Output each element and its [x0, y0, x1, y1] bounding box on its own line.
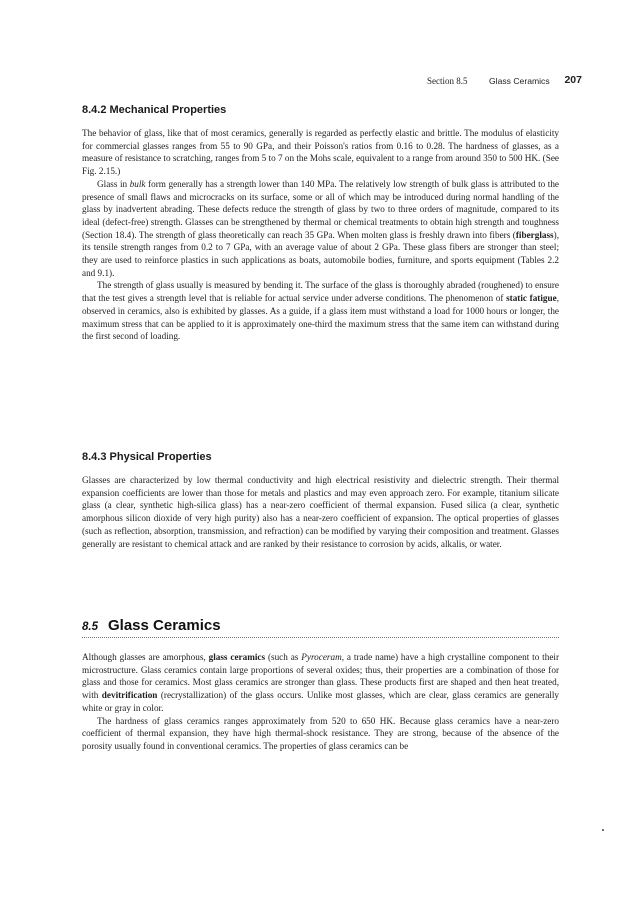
- section-number: 8.5: [82, 621, 98, 633]
- heading-rule: [82, 637, 559, 638]
- heading-glass-ceramics: [82, 617, 559, 634]
- text-run: form generally has a strength lower than 140 MPa. The relatively low strength of bulk glass is attributed to the presence of small flaws and microcracks on its surface, some or all of which may be introduced during normal handling of the glass by inadvertent abrading. These defects reduce the strength of glass by two to three orders of magnitude, compared to its ideal (defect-free) strength. Glasses can be strengthened by thermal or chemical treatments to obtain high strength and toughness (Section 18.4). The strength of glass theoretically can reach 35 GPa. When molten glass is freshly drawn into fibers (: [82, 178, 560, 240]
- paragraph: [82, 279, 559, 343]
- section-8-5-body: [82, 651, 559, 753]
- text-run: Glass in: [97, 178, 130, 189]
- heading-physical-properties: 8.4.3 Physical Properties: [82, 451, 212, 463]
- text-run: ), its tensile strength ranges from 0.2 to 7 GPa, with an average value of about 2 GPa. These glass fibers are stronger than steel; they are used to reinforce plastics in such applications as boats, automobile bodies, furniture, and sports equipment (Tables 2.2 and 9.1).: [82, 229, 559, 278]
- paragraph: [82, 178, 559, 280]
- text-run: (such as: [265, 652, 302, 662]
- heading-mechanical-properties: 8.4.2 Mechanical Properties: [82, 104, 227, 116]
- text-run: (recrystallization) of the glass occurs. Unlike most glasses, which are clear, glass ceramics are generally white or gray in color.: [82, 690, 559, 713]
- term-glass-ceramics: glass ceramics: [208, 652, 266, 662]
- term-devitrification: devitrification: [101, 690, 158, 701]
- header-section-title: Glass Ceramics: [489, 76, 550, 86]
- page-number: 207: [564, 74, 582, 86]
- section-8-4-2: [82, 104, 559, 116]
- paragraph: Glasses are characterized by low thermal conductivity and high electrical resistivity and dielectric strength. Their thermal expansion coefficients are lower than those for metals and plastics and may even approach zero. For example, titanium silicate glass (a clear, synthetic high-silica glass) has a near-zero coefficient of thermal expansion. Fused silica (a clear, synthetic amorphous silicon dioxide of very high purity) also has a near-zero coefficient of expansion. The optical properties of glasses (such as reflection, absorption, transmission, and refraction) can be modified by varying their composition and treatment. Glasses generally are resistant to chemical attack and are ranked by their resistance to corrosion by acids, alkalis, or water.: [82, 475, 559, 549]
- paragraph: The behavior of glass, like that of most ceramics, generally is regarded as perfectly elastic and brittle. The modulus of elasticity for commercial glasses ranges from 55 to 90 GPa, and their Poisson's ratios from 0.16 to 0.28. The hardness of glasses, as a measure of resistance to scratching, ranges from 5 to 7 on the Mohs scale, equivalent to a range from around 350 to 500 HK. (See Fig. 2.15.): [82, 128, 559, 177]
- text-run: Although glasses are amorphous,: [82, 652, 209, 662]
- paragraph: The hardness of glass ceramics ranges approximately from 520 to 650 HK. Because glass ceramics have a near-zero coefficient of thermal expansion, they have high thermal-shock resistance. They are strong, because of the absence of the porosity usually found in conventional ceramics. The properties of glass ceramics can be: [82, 715, 559, 751]
- scan-speck: [602, 829, 604, 831]
- text-run: The strength of glass usually is measured by bending it. The surface of the glass is thoroughly abraded (roughened) to ensure that the test gives a strength level that is reliable for actual service under adverse conditions. The phenomenon of: [82, 280, 559, 304]
- term-pyroceram: Pyroceram: [301, 652, 342, 662]
- text-run: , a trade name) have a high crystalline component to their microstructure. Glass ceramics contain large proportions of several oxides; thus, their properties are a combination of those for glass and those for ceramics. Most glass ceramics are stronger than glass. These products first are shaped and then heat treated, with: [82, 652, 560, 701]
- header-section-ref: Section 8.5: [427, 76, 468, 86]
- term-static-fatigue: static fatigue: [506, 293, 557, 304]
- term-bulk: bulk: [129, 178, 146, 189]
- section-8-5-heading: [82, 617, 559, 634]
- section-title: Glass Ceramics: [108, 617, 221, 634]
- text-run: , observed in ceramics, also is exhibited by glasses. As a guide, if a glass item must withstand a load for 1000 hours or longer, the maximum stress that can be applied to it is approximately one-third the maximum stress that the same item can withstand during the first second of loading.: [82, 293, 559, 342]
- running-header: [420, 74, 582, 88]
- term-fiberglass: fiberglass: [515, 229, 554, 240]
- section-8-4-3: [82, 451, 559, 463]
- section-8-4-2-body: [82, 127, 559, 343]
- section-8-4-3-body: [82, 474, 559, 550]
- paragraph: [82, 651, 559, 715]
